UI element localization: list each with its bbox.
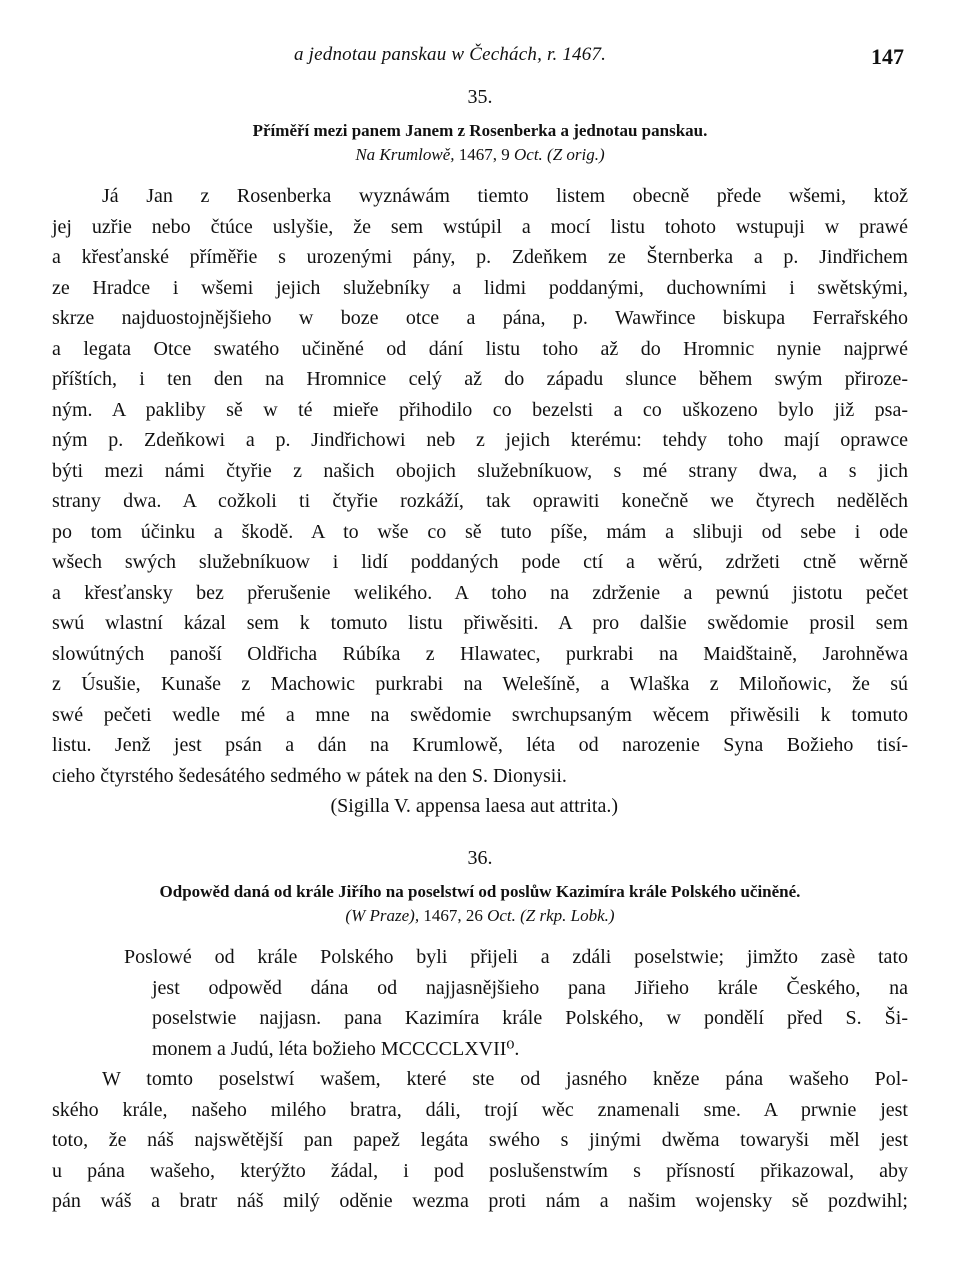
body-line: W tomto poselstwí wašem, které ste od jasného kněze pána wašeho Pol- [102,1068,908,1090]
document-number: 35. [467,86,493,108]
document-heading: Příměří mezi panem Janem z Rosenberka a jednotau panskau. [252,121,708,140]
body-line: cieho čtyrstého šedesátého sedmého w pátek na den S. Dionysii. [52,764,567,787]
dateline-source: (Z orig.) [547,145,605,164]
page-number: 147 [871,44,904,69]
body-line: jej uzřie nebo čtúce uslyšie, že sem wstúpil a mocí listu tohoto wstupuji w prawé [52,215,908,238]
body-line: wšech swých služebníkuow i lidí poddaných pode ctí a wěrú, zdržeti ctně wěrně [52,551,908,573]
running-title: a jednotau panskau w Čechách, r. 1467. [294,44,607,65]
body-line: pán wáš a bratr náš milý oděnie wezma proti nám a našim wojensky sě pozdwihl; [52,1190,908,1212]
body-line: z Úsušie, Kunaše z Machowic purkrabi na Welešíně, a Wlaška z Miloňowic, že sú [52,673,908,695]
body-line: listu. Jenž jest psán a dán na Krumlowě, léta od narozenie Syna Božieho tisí- [52,734,908,756]
dateline-month: Oct. [514,145,543,164]
body-line: býti mezi námi čtyřie z našich obojich služebníkuow, s mé strany dwa, a s jich [52,459,908,482]
body-line: příštích, i ten den na Hromnice celý až do západu slunce během swým přiroze- [52,368,908,390]
body-line: u pána wašeho, kterýžto žádal, i pod poslušenstwím s přísností přikazowal, aby [52,1159,908,1182]
body-line: poselstwie najjasn. pana Kazimíra krále Polského, w pondělí před S. Ši- [152,1007,908,1029]
body-line: a křesťanské příměřie s urozenými pány, p. Zdeňkem ze Šternberka a p. Jindřichem [52,246,908,268]
body-line: a legata Otce swatého učiněné od dání listu toho až do Hromnic nynie najprwé [52,337,908,360]
dateline-place: Na Krumlowě, [355,145,455,164]
body-line: Poslowé od krále Polského byli přijeli a zdáli poselstwie; jimžto zasè tato [124,946,908,968]
section-36 [52,847,908,1217]
body-line: ského krále, našeho milého bratra, dáli, trojí wěc znamenali sme. A prwnie jest [52,1098,908,1121]
body-line: ným. A pakliby sě w té mieře přihodilo co bezelsti a co uškozeno bylo již psa- [52,398,908,421]
dateline-date: 1467, 9 [458,145,510,164]
dateline-place: (W Praze), [345,906,420,925]
page [52,30,908,1217]
document-dateline [52,143,908,167]
document-body [52,181,908,791]
document-dateline [52,904,908,928]
dateline-month: Oct. [487,906,516,925]
document-body [52,942,908,1217]
body-line: toto, že náš najswětější pan papež legáta swého s jinými dwěma towaryši měl jest [52,1129,908,1151]
body-line: skrze najduostojnějšieho w boze otce a pána, p. Wawřince biskupa Ferrařského [52,307,908,329]
body-line: swé pečeti wedle mé a mne na swědomie swrchupsaným wěcem přiwěsili k tomuto [52,703,908,726]
dateline-date: 1467, 26 [423,906,483,925]
seal-note: (Sigilla V. appensa laesa aut attrita.) [330,795,618,817]
body-line: ným p. Zdeňkowi a p. Jindřichowi neb z jejich kterému: tehdy toho mají oprawce [52,429,908,451]
dateline-source: (Z rkp. Lobk.) [520,906,615,925]
body-line: swú wlastní kázal sem k tomuto listu přiwěsiti. A pro dalšie swědomie prosil sem [52,612,908,634]
body-line: a křesťansky bez přerušenie welikého. A toho na zdrženie a pewnú jistotu pečet [52,581,908,604]
running-head [52,30,908,74]
body-line: ze Hradce i wšemi jejich služebníky a lidmi poddanými, duchowními i swětskými, [52,276,908,299]
body-line: strany dwa. A cožkoli ti čtyřie rozkáží, tak oprawiti konečně we čtyrech nedělěch [52,490,908,512]
body-line: monem a Judú, léta božieho MCCCCLXVII⁰. [152,1037,520,1060]
document-number: 36. [467,847,493,869]
document-heading: Odpowěd daná od krále Jiřího na poselstwí od poslůw Kazimíra krále Polského učiněné. [159,882,801,901]
body-line: slowútných panoší Oldřicha Rúbíka z Hlawatec, purkrabi na Maidštaině, Jarohněwa [52,642,908,665]
body-line: Já Jan z Rosenberka wyznáwám tiemto listem obecně přede wšemi, ktož [102,185,908,207]
body-line: jest odpowěd dána od najjasnějšieho pana Jiřieho krále Českého, na [152,976,908,999]
body-line: po tom účinku a škodě. A to wše co sě tuto píše, mám a slibuji od sebe i ode [52,520,908,543]
